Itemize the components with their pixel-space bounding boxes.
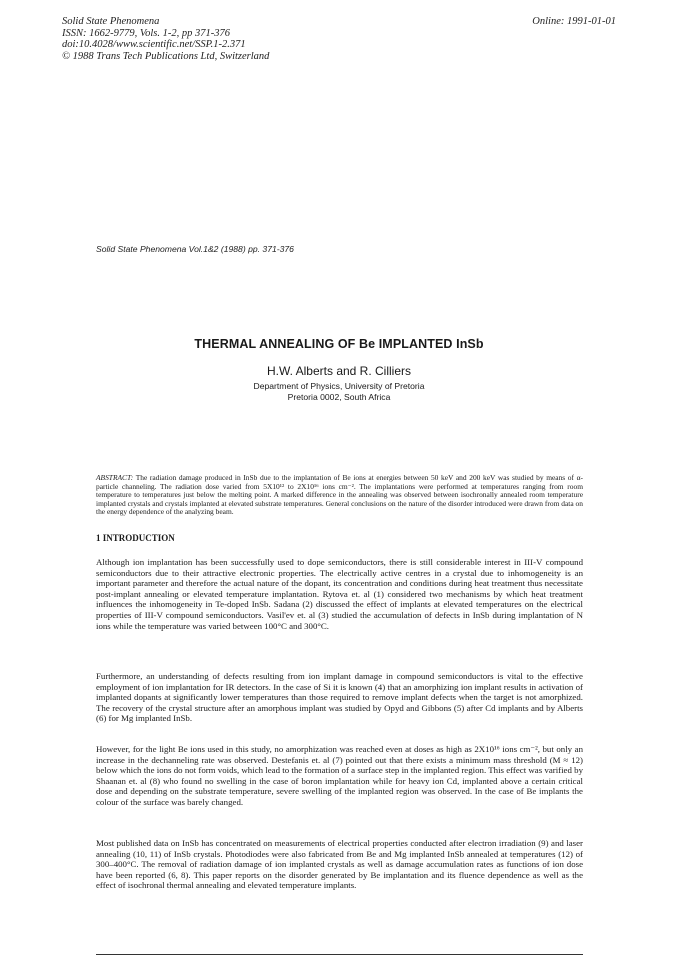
online-date: Online: 1991-01-01 [532,16,616,27]
footer-rule [96,954,583,955]
affiliation-department: Department of Physics, University of Pretoria [253,381,425,391]
body-paragraph: Although ion implantation has been successfully used to dope semiconductors, there is still considerable interest in III-V compound semiconductors due to their attractive electronic properties. The electrically active centres in a crystal due to inhomogeneity is an important parameter and therefore the actual nature of the dopant, its concentration and conditions during heat treatment thus necessitate post-implant annealing or elevated temperature implantation. Rytova et. al (1) considered two mechanisms by which heat treatment influences the inhomogeneity in Te-doped InSb. Sadana (2) discussed the effect of implants at elevated temperatures on the electrical properties of III-V compound semiconductors. Vasil'ev et. al (3) studied the accumulation of defects in InSb during implantation of N ions while the temperature was varied between 100°C and 300°C. [96,557,583,631]
body-paragraph: Furthermore, an understanding of defects resulting from ion implant damage in compound semiconductors is vital to the effective employment of ion implantation for IR detectors. In the case of Si it is known (4) that an amorphizing ion implant results in activation of implanted dopants at significantly lower temperatures than those required to remove implant defects when the target is not amorphized. The recovery of the crystal structure after an amorphous implant was studied by Opyd and Gibbons (5) after Cd implants and by Alberts (6) for Mg implanted InSb. [96,671,583,724]
journal-name: Solid State Phenomena [62,16,160,27]
abstract-text: The radiation damage produced in InSb due to the implantation of Be ions at energies between 50 keV and 200 keV was studied by means of α-particle channeling. The radiation dose varied from 5X10¹² to 2X10¹⁶ ions cm⁻². The implantations were performed at temperatures ranging from room temperature to temperatures just below the melting point. A marked difference in the annealing was observed between isochronally annealed room temperature implanted crystals and crystals implanted at elevated substrate temperatures. General conclusions on the nature of the disorder introduced were drawn from data on the energy dependence of the analyzing beam. [96,473,583,516]
abstract [96,474,583,517]
doi-line: doi:10.4028/www.scientific.net/SSP.1-2.371 [62,39,246,50]
body-paragraph: Most published data on InSb has concentrated on measurements of electrical properties conducted after electron irradiation (9) and laser annealing (10, 11) of InSb crystals. Photodiodes were also fabricated from Be and Mg implanted InSb annealed at temperatures (12) of 300–400°C. The removal of radiation damage of ion implanted crystals as well as damage accumulation rates as functions of ion dose have been reported (6, 8). This paper reports on the disorder generated by Be implantation and its fluence dependence as well as the effect of isochronal thermal annealing and elevated temperature implants. [96,838,583,891]
publication-header [62,16,269,62]
paper-authors: H.W. Alberts and R. Cilliers [266,364,412,378]
paper-title: THERMAL ANNEALING OF Be IMPLANTED InSb [194,337,484,351]
abstract-label: ABSTRACT: [96,473,134,482]
journal-reference: Solid State Phenomena Vol.1&2 (1988) pp. 371-376 [96,244,294,254]
section-heading: 1 INTRODUCTION [96,533,175,543]
issn-line: ISSN: 1662-9779, Vols. 1-2, pp 371-376 [62,27,230,39]
copyright-line: © 1988 Trans Tech Publications Ltd, Switzerland [62,50,270,62]
body-paragraph: However, for the light Be ions used in this study, no amorphization was reached even at doses as high as 2X10¹⁶ ions cm⁻², but only an increase in the dechanneling rate was observed. Destefanis et. al (7) pointed out that there exists a minimum mass threshold (M ≈ 12) below which the ions do not form voids, which lead to the formation of a surface step in the implanted region. This effect was varified by Shaanan et. al (8) who found no swelling in the case of boron implantation while for heavy ion Cd, implanted above a certain critical dose and depending on the substrate temperature, severe swelling of the implanted region was observed. In the case of Be implants the colour of the surface was barely changed. [96,744,583,807]
affiliation-address: Pretoria 0002, South Africa [287,392,391,402]
